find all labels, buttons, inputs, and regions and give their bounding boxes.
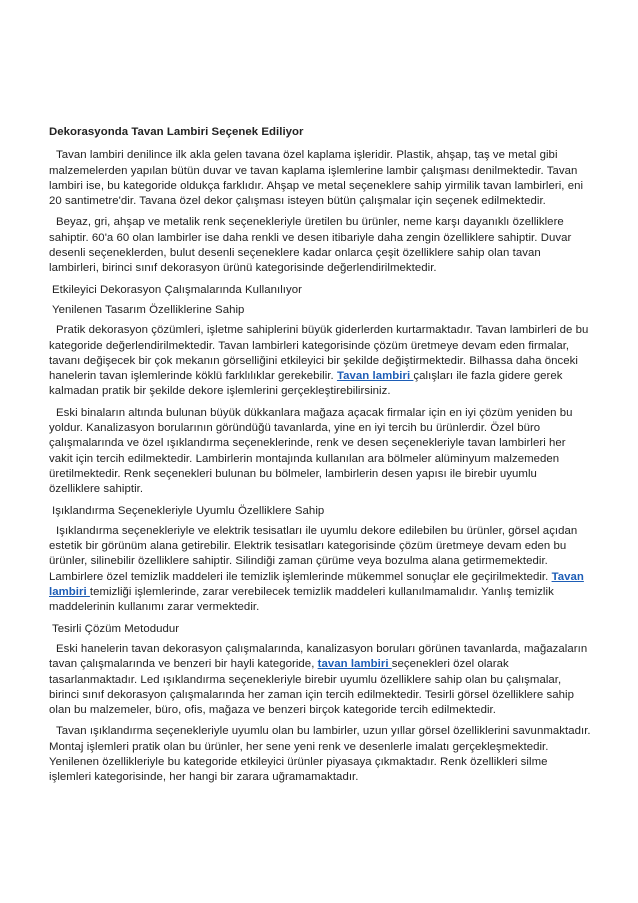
paragraph-5-text-b: temizliği işlemlerinde, zarar verebilecek temizlik maddeleri kullanılmamalıdır. Yanlış temizlik maddelerinin kullanımı zarar vermektedir. (49, 586, 554, 614)
paragraph-2: Beyaz, gri, ahşap ve metalik renk seçenekleriyle üretilen bu ürünler, neme karşı dayanıklı özelliklere sahiptir. 60'a 60 olan lambirler ise daha renkli ve desen itibariyle daha zengin özelliklere sahiptir. Duvar desenli seçeneklerden, bulut desenli seçeneklere kadar onlarca çeşit özelliklere sahip olan tavan lambirleri, birinci sınıf dekorasyon ürünü kategorisinde değerlendirilmektedir. (49, 216, 572, 275)
paragraph-4: Eski binaların altında bulunan büyük dükkanlara mağaza açacak firmalar için en iyi çözüm yeniden bu yoldur. Kanalizasyon borularının göründüğü tavanlarda, yine en iyi tercih bu ürünlerdir. Özel büro çalışmalarında ve özel ışıklandırma seçeneklerinde, renk ve desen seçenekleriyle tavan lambirleri her vakit için tercih edilmektedir. Lambirlerin montajında kullanılan ara bölmeler alüminyum malzemeden üretilmektedir. Renk seçenekleri bulunan bu bölmeler, lambirlerin desen yapısı ile birebir uyumlu özelliklere sahiptir. (49, 406, 573, 496)
paragraph-5-text-a: Işıklandırma seçenekleriyle ve elektrik tesisatları ile uyumlu dekore edilebilen bu ürünler, görsel açıdan estetik bir görünüm alana getirebilir. Elektrik tesisatları kategorisinde çözüm üretmeye devam eden bu ürünler, silinebilir özelliklere sahiptir. Silindiği zaman çürüme veya bozulma alana getirmemektedir. Lambirlere özel temizlik maddeleri ile temizlik işlemlerinde mükemmel sonuçlar ele geçirilmektedir. (49, 524, 578, 583)
paragraph-3-text-b: çalışları ile fazla gidere gerek kalmadan pratik bir şekilde dekore işlemlerini gerçekleştirebilirsiniz. (49, 370, 563, 398)
paragraph-3 (49, 323, 591, 399)
document-title: Dekorasyonda Tavan Lambiri Seçenek Ediliyor (49, 126, 304, 138)
tavan-lambiri-link-1[interactable]: Tavan lambiri (336, 370, 414, 383)
paragraph-7: Tavan ışıklandırma seçenekleriyle uyumlu olan bu lambirler, uzun yıllar görsel özelliklerini savunmaktadır. Montaj işlemleri pratik olan bu ürünler, her sene yeni renk ve desenlerle imalatı gerçekleşmektedir. Yenilenen özellikleriyle bu kategoride etkileyici ürünler piyasaya çıkmaktadır. Renk özellikleri silme işlemleri kategorisinde, her hangi bir zarara uğramamaktadır. (49, 725, 591, 784)
tavan-lambiri-link-3[interactable]: tavan lambiri (317, 658, 392, 671)
paragraph-3-text-a: Pratik dekorasyon çözümleri, işletme sahiplerini büyük giderlerden kurtarmaktadır. Tavan lambirleri de bu kategoride değerlendirilmektedir. Tavan lambirleri kategorisinde çözüm üretmeye devam eden firmalar, tavanı değişecek bir çok mekanın görselliğini etkileyici bir şekilde değiştirmektedir. Bilhassa daha önceki hanelerin tavan işlemlerinde köklü farklılıklar gerekebilir. (49, 324, 589, 383)
tavan-lambiri-link-2[interactable]: Tavan lambiri (49, 570, 584, 599)
section-heading-3: Işıklandırma Seçenekleriyle Uyumlu Özelliklere Sahip (52, 504, 325, 517)
paragraph-1: Tavan lambiri denilince ilk akla gelen tavana özel kaplama işleridir. Plastik, ahşap, taş ve metal gibi malzemelerden yapılan bütün duvar ve tavan kaplama işlemlerine lambir çalışması denilmektedir. Tavan lambiri ise, bu kategoride oldukça farklıdır. Ahşap ve metal seçeneklere sahip yirmilik tavan lambirleri, eni 20 santimetre'dir. Tavana özel dekor çalışması isteyen bütün çalışmalar için seçenek edilmektedir. (49, 149, 584, 208)
paragraph-6-text-b: seçenekleri özel olarak tasarlanmaktadır. Led ışıklandırma seçenekleriyle birebir uyumlu özelliklere sahip olan bu çalışmalar, birinci sınıf dekorasyon çalışmalarında her zaman için tercih edilmektedir. Tesirli görsel özelliklere sahip olan bu malzemeler, büro, ofis, mağaza ve benzeri birçok kategoride tercih edilmektedir. (49, 658, 574, 717)
section-heading-4: Tesirli Çözüm Metodudur (52, 622, 180, 635)
document-page (49, 125, 591, 792)
paragraph-6 (49, 642, 591, 718)
paragraph-5 (49, 524, 591, 616)
paragraph-6-text-a: Eski hanelerin tavan dekorasyon çalışmalarında, kanalizasyon boruları görünen tavanlarda, mağazaların tavan çalışmalarında ve benzeri bir hayli kategoride, (49, 642, 588, 671)
section-heading-1: Etkileyici Dekorasyon Çalışmalarında Kullanılıyor (52, 283, 302, 296)
section-heading-2: Yenilenen Tasarım Özelliklerine Sahip (52, 303, 245, 316)
